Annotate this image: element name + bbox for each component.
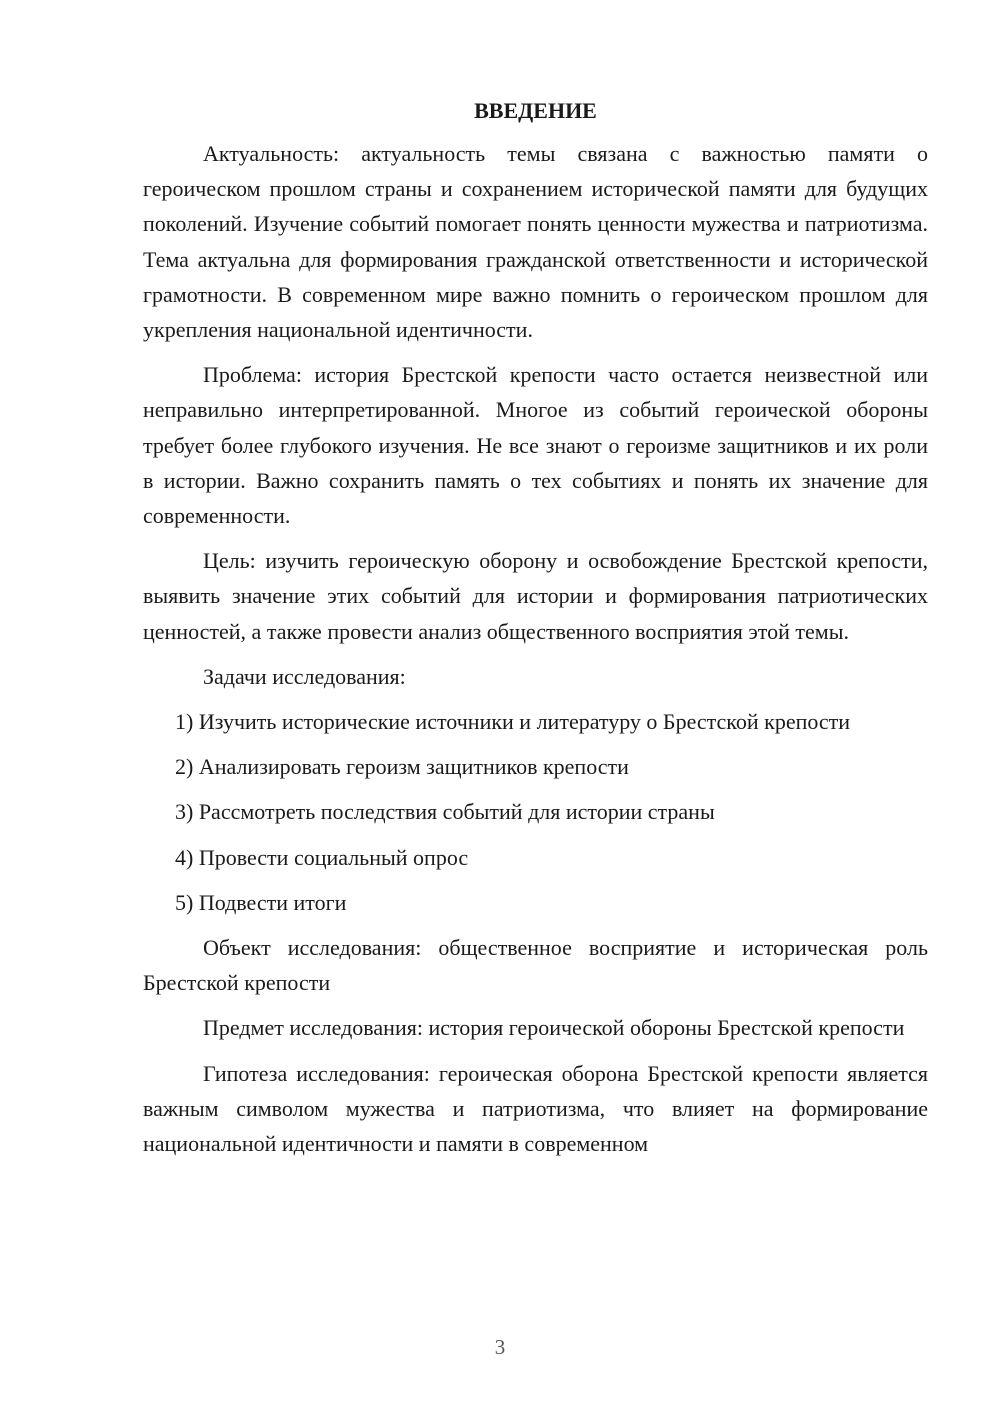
object-paragraph: Объект исследования: общественное восприятие и историческая роль Брестской крепости bbox=[143, 935, 928, 996]
problem-paragraph: Проблема: история Брестской крепости часто остается неизвестной или неправильно интерпретированной. Многое из событий героической обороны требует более глубокого изучения. Не все знают о героизме защитников и их роли в истории. Важно сохранить память о тех событиях и понять их значение для современности. bbox=[143, 362, 928, 529]
task-item-1: 1) Изучить исторические источники и литературу о Брестской крепости bbox=[175, 709, 851, 735]
tasks-heading: Задачи исследования: bbox=[203, 663, 406, 689]
relevance-paragraph: Актуальность: актуальность темы связана с важностью памяти о героическом прошлом страны и сохранением исторической памяти для будущих поколений. Изучение событий помогает понять ценности мужества и патриотизма. Тема актуальна для формирования гражданской ответственности и исторической грамотности. В современном мире важно помнить о героическом прошлом для укрепления национальной идентичности. bbox=[143, 141, 928, 343]
document-body bbox=[143, 96, 928, 1171]
task-item-3: 3) Рассмотреть последствия событий для истории страны bbox=[175, 799, 715, 825]
task-item-2: 2) Анализировать героизм защитников крепости bbox=[175, 754, 629, 780]
task-item-5: 5) Подвести итоги bbox=[175, 889, 347, 915]
page-number: 3 bbox=[494, 1335, 506, 1359]
subject-paragraph: Предмет исследования: история героической обороны Брестской крепости bbox=[203, 1015, 905, 1041]
task-item-4: 4) Провести социальный опрос bbox=[175, 844, 469, 870]
hypothesis-paragraph: Гипотеза исследования: героическая оборона Брестской крепости является важным символом мужества и патриотизма, что влияет на формирование национальной идентичности и памяти в современном bbox=[143, 1060, 928, 1157]
section-title: ВВЕДЕНИЕ bbox=[474, 98, 597, 123]
goal-paragraph: Цель: изучить героическую оборону и освобождение Брестской крепости, выявить значение этих событий для истории и формирования патриотических ценностей, а также провести анализ общественного восприятия этой темы. bbox=[143, 548, 928, 644]
